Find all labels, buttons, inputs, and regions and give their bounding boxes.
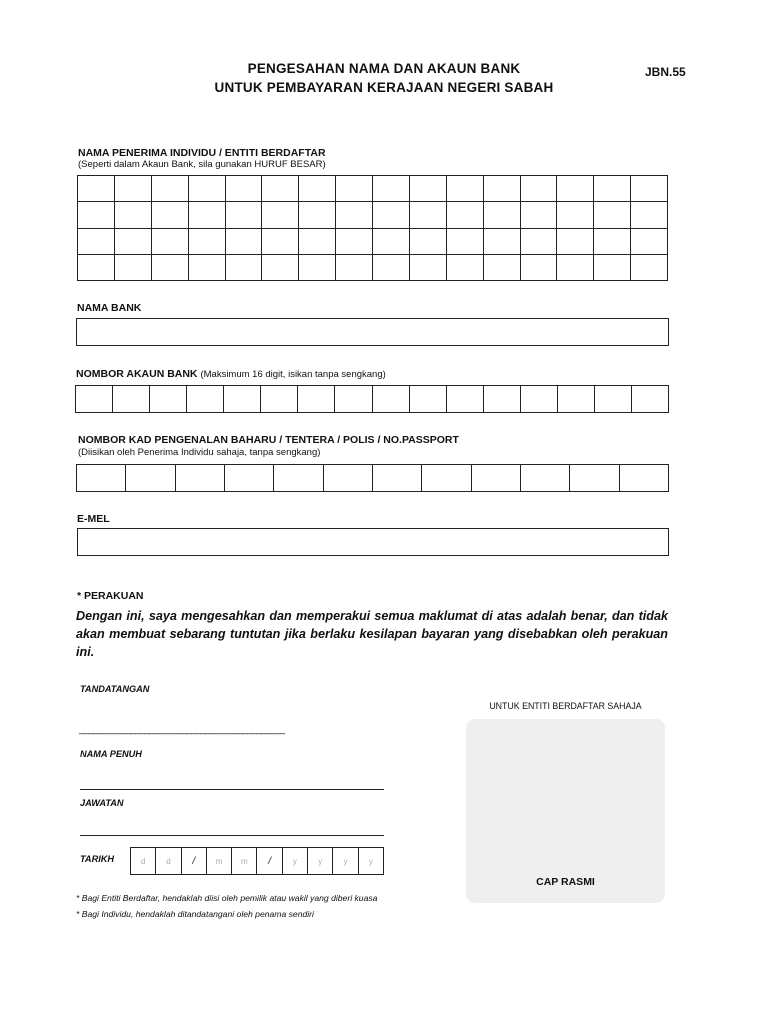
recipient-name-cell[interactable] — [78, 176, 115, 202]
date-cell[interactable]: d — [131, 848, 156, 875]
recipient-name-cell[interactable] — [114, 176, 151, 202]
recipient-name-cell[interactable] — [373, 176, 410, 202]
date-cell[interactable]: y — [282, 848, 307, 875]
recipient-name-cell[interactable] — [114, 202, 151, 228]
position-label: JAWATAN — [80, 798, 124, 808]
id-number-cell[interactable] — [372, 465, 421, 492]
email-label: E-MEL — [77, 513, 110, 525]
id-number-cell[interactable] — [323, 465, 372, 492]
id-number-cell[interactable] — [520, 465, 569, 492]
note-individual: * Bagi Individu, hendaklah ditandatangani oleh penama sendiri — [76, 909, 314, 919]
title-line-1: PENGESAHAN NAMA DAN AKAUN BANK — [247, 61, 521, 76]
id-number-cell[interactable] — [77, 465, 126, 492]
id-number-cell[interactable] — [126, 465, 175, 492]
recipient-name-cell[interactable] — [114, 254, 151, 280]
date-cell[interactable]: d — [156, 848, 181, 875]
declaration-text: Dengan ini, saya mengesahkan dan memperakui semua maklumat di atas adalah benar, dan tidak akan membuat sebarang tuntutan jika berlaku kesilapan bayaran yang disebabkan oleh perakuan ini. — [76, 609, 668, 659]
recipient-name-cell-row — [78, 176, 668, 202]
recipient-name-cell[interactable] — [299, 228, 336, 254]
recipient-name-cell[interactable] — [151, 202, 188, 228]
id-number-cell[interactable] — [570, 465, 619, 492]
recipient-name-cell[interactable] — [151, 176, 188, 202]
account-number-heading — [76, 368, 386, 380]
account-number-cell[interactable] — [335, 386, 372, 413]
date-cell[interactable]: y — [358, 848, 383, 875]
recipient-name-cell[interactable] — [299, 254, 336, 280]
recipient-name-cell[interactable] — [409, 176, 446, 202]
recipient-name-cell[interactable] — [483, 228, 520, 254]
account-number-cell-row — [76, 386, 669, 413]
recipient-name-label: NAMA PENERIMA INDIVIDU / ENTITI BERDAFTAR — [78, 147, 326, 159]
recipient-name-cell[interactable] — [594, 176, 631, 202]
recipient-name-cell[interactable] — [262, 228, 299, 254]
recipient-name-cell[interactable] — [409, 254, 446, 280]
recipient-name-cell[interactable] — [336, 254, 373, 280]
recipient-name-cell[interactable] — [520, 228, 557, 254]
recipient-name-cell[interactable] — [373, 228, 410, 254]
account-number-cell[interactable] — [76, 386, 113, 413]
recipient-name-cell[interactable] — [594, 254, 631, 280]
recipient-name-cell[interactable] — [631, 202, 668, 228]
recipient-name-cell[interactable] — [262, 202, 299, 228]
account-number-grid[interactable] — [75, 385, 669, 413]
bank-name-field[interactable] — [76, 318, 669, 346]
recipient-name-cell[interactable] — [188, 176, 225, 202]
recipient-name-cell[interactable] — [446, 254, 483, 280]
recipient-name-cell[interactable] — [520, 254, 557, 280]
recipient-name-cell[interactable] — [373, 254, 410, 280]
account-number-cell[interactable] — [520, 386, 557, 413]
recipient-name-cell[interactable] — [225, 202, 262, 228]
account-number-cell[interactable] — [631, 386, 668, 413]
recipient-name-cell-row — [78, 228, 668, 254]
date-cell[interactable]: y — [333, 848, 358, 875]
recipient-name-cell[interactable] — [188, 202, 225, 228]
declaration-label: * PERAKUAN — [77, 590, 144, 602]
stamp-label: CAP RASMI — [536, 876, 595, 888]
account-number-cell[interactable] — [557, 386, 594, 413]
stamp-caption: UNTUK ENTITI BERDAFTAR SAHAJA — [489, 701, 642, 711]
signature-line[interactable]: ____________________________________________ — [79, 724, 285, 735]
recipient-name-cell[interactable] — [409, 228, 446, 254]
recipient-name-cell[interactable] — [299, 202, 336, 228]
recipient-name-cell[interactable] — [446, 202, 483, 228]
account-number-cell[interactable] — [113, 386, 150, 413]
full-name-line[interactable] — [80, 789, 384, 790]
full-name-label: NAMA PENUH — [80, 749, 142, 759]
recipient-name-cell[interactable] — [225, 228, 262, 254]
signature-label: TANDATANGAN — [80, 684, 150, 694]
date-cell[interactable]: y — [308, 848, 333, 875]
recipient-name-cell[interactable] — [483, 176, 520, 202]
id-number-cell[interactable] — [274, 465, 323, 492]
recipient-name-cell[interactable] — [557, 202, 594, 228]
account-number-cell[interactable] — [224, 386, 261, 413]
account-number-cell[interactable] — [150, 386, 187, 413]
account-number-cell[interactable] — [594, 386, 631, 413]
recipient-name-cell[interactable] — [188, 254, 225, 280]
id-number-cell[interactable] — [224, 465, 273, 492]
recipient-name-cell[interactable] — [225, 176, 262, 202]
account-number-cell[interactable] — [261, 386, 298, 413]
account-number-cell[interactable] — [372, 386, 409, 413]
recipient-name-note: (Seperti dalam Akaun Bank, sila gunakan HURUF BESAR) — [78, 159, 326, 170]
recipient-name-cell[interactable] — [336, 202, 373, 228]
recipient-name-cell[interactable] — [631, 228, 668, 254]
id-number-cell[interactable] — [471, 465, 520, 492]
recipient-name-cell[interactable] — [151, 228, 188, 254]
recipient-name-cell[interactable] — [373, 202, 410, 228]
id-number-cell[interactable] — [175, 465, 224, 492]
note-entity: * Bagi Entiti Berdaftar, hendaklah diisi oleh pemilik atau wakil yang diberi kuasa — [76, 893, 378, 903]
id-number-cell[interactable] — [619, 465, 668, 492]
recipient-name-cell[interactable] — [520, 202, 557, 228]
recipient-name-cell[interactable] — [188, 228, 225, 254]
recipient-name-cell[interactable] — [299, 176, 336, 202]
date-separator: / — [181, 848, 206, 875]
recipient-name-grid[interactable] — [77, 175, 668, 281]
recipient-name-cell[interactable] — [409, 202, 446, 228]
id-number-grid[interactable] — [76, 464, 669, 492]
recipient-name-cell[interactable] — [151, 254, 188, 280]
account-number-cell[interactable] — [187, 386, 224, 413]
email-field[interactable] — [77, 528, 669, 556]
date-row — [131, 848, 384, 875]
account-number-cell[interactable] — [298, 386, 335, 413]
recipient-name-cell[interactable] — [631, 176, 668, 202]
recipient-name-cell[interactable] — [594, 202, 631, 228]
date-cell[interactable]: m — [232, 848, 257, 875]
recipient-name-cell[interactable] — [262, 176, 299, 202]
recipient-name-cell[interactable] — [336, 176, 373, 202]
form-code: JBN.55 — [645, 65, 686, 79]
date-label: TARIKH — [80, 854, 115, 864]
recipient-name-cell[interactable] — [114, 228, 151, 254]
recipient-name-cell[interactable] — [78, 202, 115, 228]
recipient-name-cell-row — [78, 254, 668, 280]
recipient-name-cell[interactable] — [336, 228, 373, 254]
id-number-note: (Diisikan oleh Penerima Individu sahaja, tanpa sengkang) — [78, 447, 321, 458]
title-line-2: UNTUK PEMBAYARAN KERAJAAN NEGERI SABAH — [214, 80, 554, 95]
id-number-cell-row — [77, 465, 669, 492]
date-cell[interactable]: m — [206, 848, 231, 875]
recipient-name-cell[interactable] — [557, 228, 594, 254]
recipient-name-cell[interactable] — [557, 176, 594, 202]
recipient-name-cell[interactable] — [78, 254, 115, 280]
recipient-name-cell[interactable] — [446, 176, 483, 202]
recipient-name-cell[interactable] — [520, 176, 557, 202]
bank-name-label: NAMA BANK — [77, 302, 142, 314]
date-separator: / — [257, 848, 282, 875]
recipient-name-cell[interactable] — [483, 254, 520, 280]
id-number-cell[interactable] — [422, 465, 471, 492]
date-grid[interactable] — [130, 847, 384, 875]
recipient-name-cell[interactable] — [262, 254, 299, 280]
account-number-label: NOMBOR AKAUN BANK — [76, 368, 198, 380]
account-number-cell[interactable] — [409, 386, 446, 413]
recipient-name-cell-row — [78, 202, 668, 228]
recipient-name-cell[interactable] — [594, 228, 631, 254]
position-line[interactable] — [80, 835, 384, 836]
recipient-name-cell[interactable] — [631, 254, 668, 280]
id-number-label: NOMBOR KAD PENGENALAN BAHARU / TENTERA / POLIS / NO.PASSPORT — [78, 434, 459, 446]
recipient-name-cell[interactable] — [446, 228, 483, 254]
account-number-note: (Maksimum 16 digit, isikan tanpa sengkang) — [200, 369, 386, 380]
recipient-name-cell[interactable] — [225, 254, 262, 280]
recipient-name-cell[interactable] — [557, 254, 594, 280]
account-number-cell[interactable] — [446, 386, 483, 413]
account-number-cell[interactable] — [483, 386, 520, 413]
recipient-name-cell[interactable] — [78, 228, 115, 254]
recipient-name-cell[interactable] — [483, 202, 520, 228]
